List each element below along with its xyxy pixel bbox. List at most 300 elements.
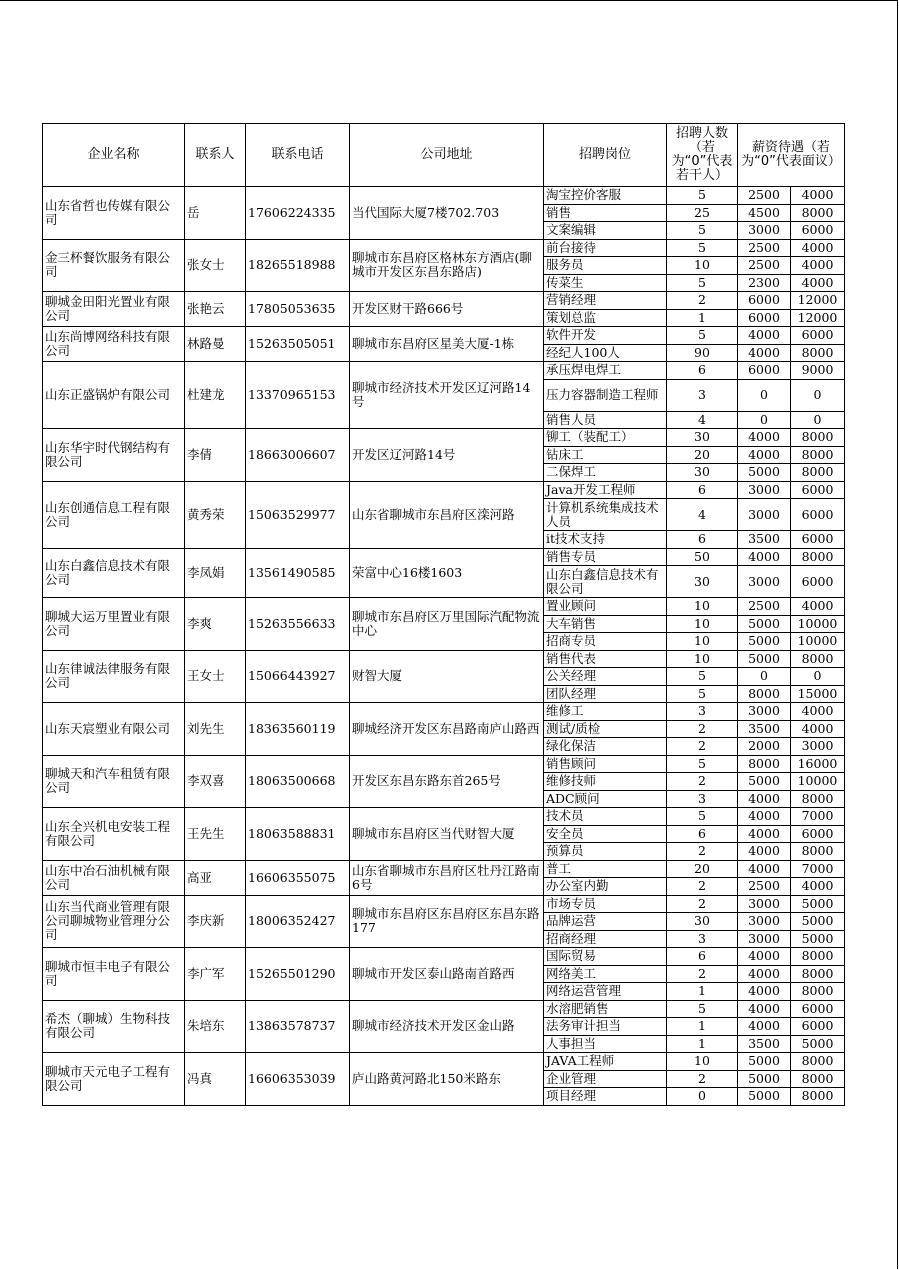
position-cell: 安全员 xyxy=(544,825,667,843)
position-cell: 大车销售 xyxy=(544,615,667,633)
header-position: 招聘岗位 xyxy=(544,124,667,187)
salary-min-cell: 3000 xyxy=(738,913,791,931)
phone-cell: 17606224335 xyxy=(246,187,350,240)
salary-max-cell: 8000 xyxy=(791,650,845,668)
contact-cell: 朱培东 xyxy=(185,1000,246,1053)
salary-max-cell: 5000 xyxy=(791,930,845,948)
salary-min-cell: 3000 xyxy=(738,481,791,499)
salary-max-cell: 8000 xyxy=(791,548,845,566)
contact-cell: 李广军 xyxy=(185,948,246,1001)
salary-min-cell: 4000 xyxy=(738,344,791,362)
position-cell: 维修工 xyxy=(544,703,667,721)
address-cell: 开发区财干路666号 xyxy=(350,292,544,327)
salary-max-cell: 6000 xyxy=(791,566,845,598)
salary-max-cell: 15000 xyxy=(791,685,845,703)
headcount-cell: 6 xyxy=(667,481,738,499)
salary-max-cell: 4000 xyxy=(791,239,845,257)
company-name-cell: 希杰（聊城）生物科技有限公司 xyxy=(43,1000,185,1053)
salary-min-cell: 4000 xyxy=(738,843,791,861)
address-cell: 庐山路黄河路北150米路东 xyxy=(350,1053,544,1106)
headcount-cell: 2 xyxy=(667,292,738,310)
headcount-cell: 5 xyxy=(667,755,738,773)
company-name-cell: 山东白鑫信息技术有限公司 xyxy=(43,548,185,598)
headcount-cell: 6 xyxy=(667,362,738,380)
contact-cell: 林路曼 xyxy=(185,327,246,362)
salary-max-cell: 8000 xyxy=(791,1088,845,1106)
headcount-cell: 2 xyxy=(667,895,738,913)
address-cell: 聊城市东昌府区万里国际汽配物流中心 xyxy=(350,598,544,651)
company-name-cell: 聊城大运万里置业有限公司 xyxy=(43,598,185,651)
salary-max-cell: 8000 xyxy=(791,1070,845,1088)
position-cell: 预算员 xyxy=(544,843,667,861)
address-cell: 开发区辽河路14号 xyxy=(350,429,544,482)
salary-max-cell: 4000 xyxy=(791,187,845,205)
position-cell: 传菜生 xyxy=(544,274,667,292)
headcount-cell: 2 xyxy=(667,773,738,791)
address-cell: 荣富中心16楼1603 xyxy=(350,548,544,598)
salary-min-cell: 3000 xyxy=(738,566,791,598)
salary-min-cell: 4000 xyxy=(738,808,791,826)
position-cell: 铆工（装配工） xyxy=(544,429,667,447)
salary-max-cell: 6000 xyxy=(791,1018,845,1036)
headcount-cell: 30 xyxy=(667,913,738,931)
table-row xyxy=(43,598,845,616)
salary-min-cell: 0 xyxy=(738,379,791,411)
phone-cell: 18006352427 xyxy=(246,895,350,948)
phone-cell: 15263556633 xyxy=(246,598,350,651)
salary-max-cell: 0 xyxy=(791,379,845,411)
header-headcount: 招聘人数（若为“0”代表若干人） xyxy=(667,124,738,187)
position-cell: 网络美工 xyxy=(544,965,667,983)
position-cell: ADC顾问 xyxy=(544,790,667,808)
position-cell: 项目经理 xyxy=(544,1088,667,1106)
position-cell: 前台接待 xyxy=(544,239,667,257)
phone-cell: 13561490585 xyxy=(246,548,350,598)
salary-max-cell: 4000 xyxy=(791,878,845,896)
position-cell: 文案编辑 xyxy=(544,222,667,240)
headcount-cell: 10 xyxy=(667,650,738,668)
header-contact: 联系人 xyxy=(185,124,246,187)
position-cell: 软件开发 xyxy=(544,327,667,345)
salary-min-cell: 2500 xyxy=(738,239,791,257)
salary-max-cell: 6000 xyxy=(791,825,845,843)
header-row xyxy=(43,124,845,187)
position-cell: 绿化保洁 xyxy=(544,738,667,756)
address-cell: 聊城市东昌府区星美大厦-1栋 xyxy=(350,327,544,362)
salary-min-cell: 3000 xyxy=(738,930,791,948)
table-row xyxy=(43,362,845,380)
headcount-cell: 30 xyxy=(667,566,738,598)
company-name-cell: 聊城市恒丰电子有限公司 xyxy=(43,948,185,1001)
position-cell: 承压焊电焊工 xyxy=(544,362,667,380)
address-cell: 聊城市经济技术开发区金山路 xyxy=(350,1000,544,1053)
address-cell: 财智大厦 xyxy=(350,650,544,703)
salary-min-cell: 4000 xyxy=(738,446,791,464)
salary-max-cell: 5000 xyxy=(791,1035,845,1053)
header-phone: 联系电话 xyxy=(246,124,350,187)
company-name-cell: 聊城市天元电子工程有限公司 xyxy=(43,1053,185,1106)
header-address: 公司地址 xyxy=(350,124,544,187)
salary-max-cell: 8000 xyxy=(791,1053,845,1071)
headcount-cell: 3 xyxy=(667,790,738,808)
position-cell: 销售专员 xyxy=(544,548,667,566)
table-row xyxy=(43,429,845,447)
position-cell: 测试/质检 xyxy=(544,720,667,738)
salary-min-cell: 4000 xyxy=(738,1000,791,1018)
position-cell: 销售 xyxy=(544,204,667,222)
contact-cell: 李庆新 xyxy=(185,895,246,948)
salary-min-cell: 2500 xyxy=(738,257,791,275)
salary-min-cell: 6000 xyxy=(738,362,791,380)
headcount-cell: 4 xyxy=(667,411,738,429)
table-body xyxy=(43,187,845,1106)
salary-min-cell: 2500 xyxy=(738,878,791,896)
company-name-cell: 金三杯餐饮服务有限公司 xyxy=(43,239,185,292)
headcount-cell: 5 xyxy=(667,808,738,826)
address-cell: 山东省聊城市东昌府区牡丹江路南6号 xyxy=(350,860,544,895)
salary-min-cell: 4000 xyxy=(738,948,791,966)
phone-cell: 17805053635 xyxy=(246,292,350,327)
salary-max-cell: 6000 xyxy=(791,481,845,499)
company-name-cell: 聊城天和汽车租赁有限公司 xyxy=(43,755,185,808)
position-cell: 钻床工 xyxy=(544,446,667,464)
company-name-cell: 山东当代商业管理有限公司聊城物业管理分公司 xyxy=(43,895,185,948)
table-row xyxy=(43,895,845,913)
position-cell: 法务审计担当 xyxy=(544,1018,667,1036)
salary-min-cell: 5000 xyxy=(738,1070,791,1088)
contact-cell: 李爽 xyxy=(185,598,246,651)
salary-max-cell: 10000 xyxy=(791,773,845,791)
salary-min-cell: 4000 xyxy=(738,327,791,345)
headcount-cell: 2 xyxy=(667,878,738,896)
salary-max-cell: 12000 xyxy=(791,309,845,327)
phone-cell: 18063500668 xyxy=(246,755,350,808)
headcount-cell: 5 xyxy=(667,327,738,345)
headcount-cell: 50 xyxy=(667,548,738,566)
salary-max-cell: 6000 xyxy=(791,1000,845,1018)
position-cell: 服务员 xyxy=(544,257,667,275)
address-cell: 聊城市经济技术开发区辽河路14号 xyxy=(350,362,544,429)
table-row xyxy=(43,703,845,721)
salary-max-cell: 10000 xyxy=(791,633,845,651)
salary-min-cell: 4000 xyxy=(738,983,791,1001)
position-cell: 办公室内勤 xyxy=(544,878,667,896)
salary-min-cell: 4000 xyxy=(738,429,791,447)
address-cell: 聊城市东昌府区格林东方酒店(聊城市开发区东昌东路店) xyxy=(350,239,544,292)
headcount-cell: 3 xyxy=(667,703,738,721)
table-row xyxy=(43,860,845,878)
salary-min-cell: 2300 xyxy=(738,274,791,292)
headcount-cell: 5 xyxy=(667,1000,738,1018)
table-row xyxy=(43,1053,845,1071)
salary-max-cell: 8000 xyxy=(791,204,845,222)
position-cell: JAVA工程师 xyxy=(544,1053,667,1071)
phone-cell: 13370965153 xyxy=(246,362,350,429)
salary-min-cell: 5000 xyxy=(738,633,791,651)
headcount-cell: 90 xyxy=(667,344,738,362)
table-row xyxy=(43,650,845,668)
salary-max-cell: 6000 xyxy=(791,531,845,549)
contact-cell: 李倩 xyxy=(185,429,246,482)
salary-max-cell: 6000 xyxy=(791,327,845,345)
salary-min-cell: 5000 xyxy=(738,615,791,633)
table-row xyxy=(43,548,845,566)
headcount-cell: 5 xyxy=(667,187,738,205)
table-row xyxy=(43,187,845,205)
position-cell: 招商经理 xyxy=(544,930,667,948)
phone-cell: 13863578737 xyxy=(246,1000,350,1053)
header-salary: 薪资待遇（若为“0”代表面议） xyxy=(738,124,845,187)
salary-max-cell: 8000 xyxy=(791,965,845,983)
headcount-cell: 20 xyxy=(667,860,738,878)
phone-cell: 16606355075 xyxy=(246,860,350,895)
salary-max-cell: 4000 xyxy=(791,703,845,721)
headcount-cell: 1 xyxy=(667,1018,738,1036)
headcount-cell: 5 xyxy=(667,222,738,240)
phone-cell: 15063529977 xyxy=(246,481,350,548)
headcount-cell: 10 xyxy=(667,598,738,616)
position-cell: 普工 xyxy=(544,860,667,878)
salary-max-cell: 10000 xyxy=(791,615,845,633)
address-cell: 聊城经济开发区东昌路南庐山路西 xyxy=(350,703,544,756)
salary-max-cell: 3000 xyxy=(791,738,845,756)
position-cell: Java开发工程师 xyxy=(544,481,667,499)
position-cell: 团队经理 xyxy=(544,685,667,703)
phone-cell: 15066443927 xyxy=(246,650,350,703)
salary-min-cell: 0 xyxy=(738,668,791,686)
position-cell: 技术员 xyxy=(544,808,667,826)
table-row xyxy=(43,808,845,826)
headcount-cell: 2 xyxy=(667,843,738,861)
headcount-cell: 5 xyxy=(667,274,738,292)
salary-min-cell: 5000 xyxy=(738,1053,791,1071)
company-name-cell: 聊城金田阳光置业有限公司 xyxy=(43,292,185,327)
contact-cell: 张女士 xyxy=(185,239,246,292)
salary-max-cell: 6000 xyxy=(791,222,845,240)
position-cell: 公关经理 xyxy=(544,668,667,686)
contact-cell: 刘先生 xyxy=(185,703,246,756)
salary-min-cell: 4000 xyxy=(738,790,791,808)
salary-min-cell: 2500 xyxy=(738,598,791,616)
position-cell: 招商专员 xyxy=(544,633,667,651)
address-cell: 聊城市开发区泰山路南首路西 xyxy=(350,948,544,1001)
company-name-cell: 山东中冶石油机械有限公司 xyxy=(43,860,185,895)
salary-max-cell: 4000 xyxy=(791,274,845,292)
position-cell: 策划总监 xyxy=(544,309,667,327)
position-cell: 市场专员 xyxy=(544,895,667,913)
salary-min-cell: 5000 xyxy=(738,650,791,668)
headcount-cell: 1 xyxy=(667,983,738,1001)
headcount-cell: 2 xyxy=(667,965,738,983)
salary-max-cell: 4000 xyxy=(791,720,845,738)
headcount-cell: 30 xyxy=(667,429,738,447)
salary-min-cell: 4000 xyxy=(738,860,791,878)
headcount-cell: 2 xyxy=(667,720,738,738)
salary-max-cell: 0 xyxy=(791,411,845,429)
contact-cell: 李双喜 xyxy=(185,755,246,808)
company-name-cell: 山东天宸塑业有限公司 xyxy=(43,703,185,756)
salary-max-cell: 7000 xyxy=(791,860,845,878)
headcount-cell: 4 xyxy=(667,499,738,531)
address-cell: 聊城市东昌府区东昌府区东昌东路177 xyxy=(350,895,544,948)
phone-cell: 15265501290 xyxy=(246,948,350,1001)
salary-min-cell: 3000 xyxy=(738,703,791,721)
company-name-cell: 山东省哲也传媒有限公司 xyxy=(43,187,185,240)
headcount-cell: 6 xyxy=(667,825,738,843)
position-cell: it技术支持 xyxy=(544,531,667,549)
headcount-cell: 5 xyxy=(667,239,738,257)
contact-cell: 李凤娟 xyxy=(185,548,246,598)
headcount-cell: 1 xyxy=(667,1035,738,1053)
salary-max-cell: 8000 xyxy=(791,464,845,482)
phone-cell: 16606353039 xyxy=(246,1053,350,1106)
header-company: 企业名称 xyxy=(43,124,185,187)
position-cell: 企业管理 xyxy=(544,1070,667,1088)
salary-min-cell: 6000 xyxy=(738,309,791,327)
salary-max-cell: 8000 xyxy=(791,790,845,808)
salary-min-cell: 4000 xyxy=(738,1018,791,1036)
address-cell: 当代国际大厦7楼702.703 xyxy=(350,187,544,240)
headcount-cell: 20 xyxy=(667,446,738,464)
salary-min-cell: 5000 xyxy=(738,773,791,791)
contact-cell: 岳 xyxy=(185,187,246,240)
position-cell: 山东白鑫信息技术有限公司 xyxy=(544,566,667,598)
table-row xyxy=(43,948,845,966)
position-cell: 人事担当 xyxy=(544,1035,667,1053)
table-row xyxy=(43,1000,845,1018)
table-row xyxy=(43,755,845,773)
salary-min-cell: 4500 xyxy=(738,204,791,222)
phone-cell: 18363560119 xyxy=(246,703,350,756)
position-cell: 置业顾问 xyxy=(544,598,667,616)
contact-cell: 王先生 xyxy=(185,808,246,861)
headcount-cell: 3 xyxy=(667,379,738,411)
contact-cell: 高亚 xyxy=(185,860,246,895)
salary-max-cell: 8000 xyxy=(791,843,845,861)
headcount-cell: 10 xyxy=(667,1053,738,1071)
position-cell: 营销经理 xyxy=(544,292,667,310)
salary-max-cell: 4000 xyxy=(791,257,845,275)
salary-max-cell: 16000 xyxy=(791,755,845,773)
headcount-cell: 0 xyxy=(667,1088,738,1106)
table-row xyxy=(43,239,845,257)
salary-min-cell: 3500 xyxy=(738,1035,791,1053)
position-cell: 经纪人100人 xyxy=(544,344,667,362)
salary-min-cell: 8000 xyxy=(738,755,791,773)
address-cell: 山东省聊城市东昌府区滦河路 xyxy=(350,481,544,548)
phone-cell: 18063588831 xyxy=(246,808,350,861)
headcount-cell: 5 xyxy=(667,685,738,703)
salary-min-cell: 2000 xyxy=(738,738,791,756)
salary-max-cell: 0 xyxy=(791,668,845,686)
headcount-cell: 1 xyxy=(667,309,738,327)
headcount-cell: 10 xyxy=(667,633,738,651)
position-cell: 品牌运营 xyxy=(544,913,667,931)
position-cell: 国际贸易 xyxy=(544,948,667,966)
position-cell: 计算机系统集成技术人员 xyxy=(544,499,667,531)
phone-cell: 18265518988 xyxy=(246,239,350,292)
salary-min-cell: 2500 xyxy=(738,187,791,205)
company-name-cell: 山东律诚法律服务有限公司 xyxy=(43,650,185,703)
position-cell: 网络运营管理 xyxy=(544,983,667,1001)
contact-cell: 冯真 xyxy=(185,1053,246,1106)
headcount-cell: 3 xyxy=(667,930,738,948)
contact-cell: 杜建龙 xyxy=(185,362,246,429)
salary-max-cell: 8000 xyxy=(791,446,845,464)
salary-min-cell: 4000 xyxy=(738,825,791,843)
table-row xyxy=(43,481,845,499)
salary-max-cell: 5000 xyxy=(791,895,845,913)
position-cell: 销售人员 xyxy=(544,411,667,429)
salary-max-cell: 8000 xyxy=(791,344,845,362)
salary-max-cell: 8000 xyxy=(791,948,845,966)
position-cell: 水溶肥销售 xyxy=(544,1000,667,1018)
position-cell: 维修技师 xyxy=(544,773,667,791)
contact-cell: 王女士 xyxy=(185,650,246,703)
company-name-cell: 山东华宇时代钢结构有限公司 xyxy=(43,429,185,482)
salary-max-cell: 12000 xyxy=(791,292,845,310)
table-row xyxy=(43,327,845,345)
company-name-cell: 山东尚博网络科技有限公司 xyxy=(43,327,185,362)
salary-max-cell: 5000 xyxy=(791,913,845,931)
company-name-cell: 山东全兴机电安装工程有限公司 xyxy=(43,808,185,861)
salary-min-cell: 4000 xyxy=(738,965,791,983)
salary-min-cell: 3000 xyxy=(738,895,791,913)
headcount-cell: 10 xyxy=(667,257,738,275)
company-name-cell: 山东创通信息工程有限公司 xyxy=(43,481,185,548)
salary-max-cell: 8000 xyxy=(791,429,845,447)
salary-min-cell: 5000 xyxy=(738,464,791,482)
salary-max-cell: 7000 xyxy=(791,808,845,826)
salary-min-cell: 3000 xyxy=(738,499,791,531)
headcount-cell: 25 xyxy=(667,204,738,222)
address-cell: 聊城市东昌府区当代财智大厦 xyxy=(350,808,544,861)
headcount-cell: 6 xyxy=(667,531,738,549)
salary-min-cell: 5000 xyxy=(738,1088,791,1106)
salary-max-cell: 9000 xyxy=(791,362,845,380)
headcount-cell: 30 xyxy=(667,464,738,482)
contact-cell: 黄秀荣 xyxy=(185,481,246,548)
salary-min-cell: 3500 xyxy=(738,720,791,738)
position-cell: 淘宝控价客服 xyxy=(544,187,667,205)
phone-cell: 15263505051 xyxy=(246,327,350,362)
position-cell: 压力容器制造工程师 xyxy=(544,379,667,411)
address-cell: 开发区东昌东路东首265号 xyxy=(350,755,544,808)
position-cell: 销售顾问 xyxy=(544,755,667,773)
salary-max-cell: 4000 xyxy=(791,598,845,616)
salary-min-cell: 3500 xyxy=(738,531,791,549)
headcount-cell: 10 xyxy=(667,615,738,633)
salary-min-cell: 6000 xyxy=(738,292,791,310)
headcount-cell: 6 xyxy=(667,948,738,966)
table-row xyxy=(43,292,845,310)
salary-max-cell: 6000 xyxy=(791,499,845,531)
salary-min-cell: 3000 xyxy=(738,222,791,240)
salary-min-cell: 8000 xyxy=(738,685,791,703)
position-cell: 销售代表 xyxy=(544,650,667,668)
contact-cell: 张艳云 xyxy=(185,292,246,327)
company-name-cell: 山东正盛锅炉有限公司 xyxy=(43,362,185,429)
salary-min-cell: 4000 xyxy=(738,548,791,566)
salary-max-cell: 8000 xyxy=(791,983,845,1001)
recruitment-table xyxy=(42,123,845,1106)
headcount-cell: 5 xyxy=(667,668,738,686)
headcount-cell: 2 xyxy=(667,1070,738,1088)
headcount-cell: 2 xyxy=(667,738,738,756)
salary-min-cell: 0 xyxy=(738,411,791,429)
position-cell: 二保焊工 xyxy=(544,464,667,482)
phone-cell: 18663006607 xyxy=(246,429,350,482)
